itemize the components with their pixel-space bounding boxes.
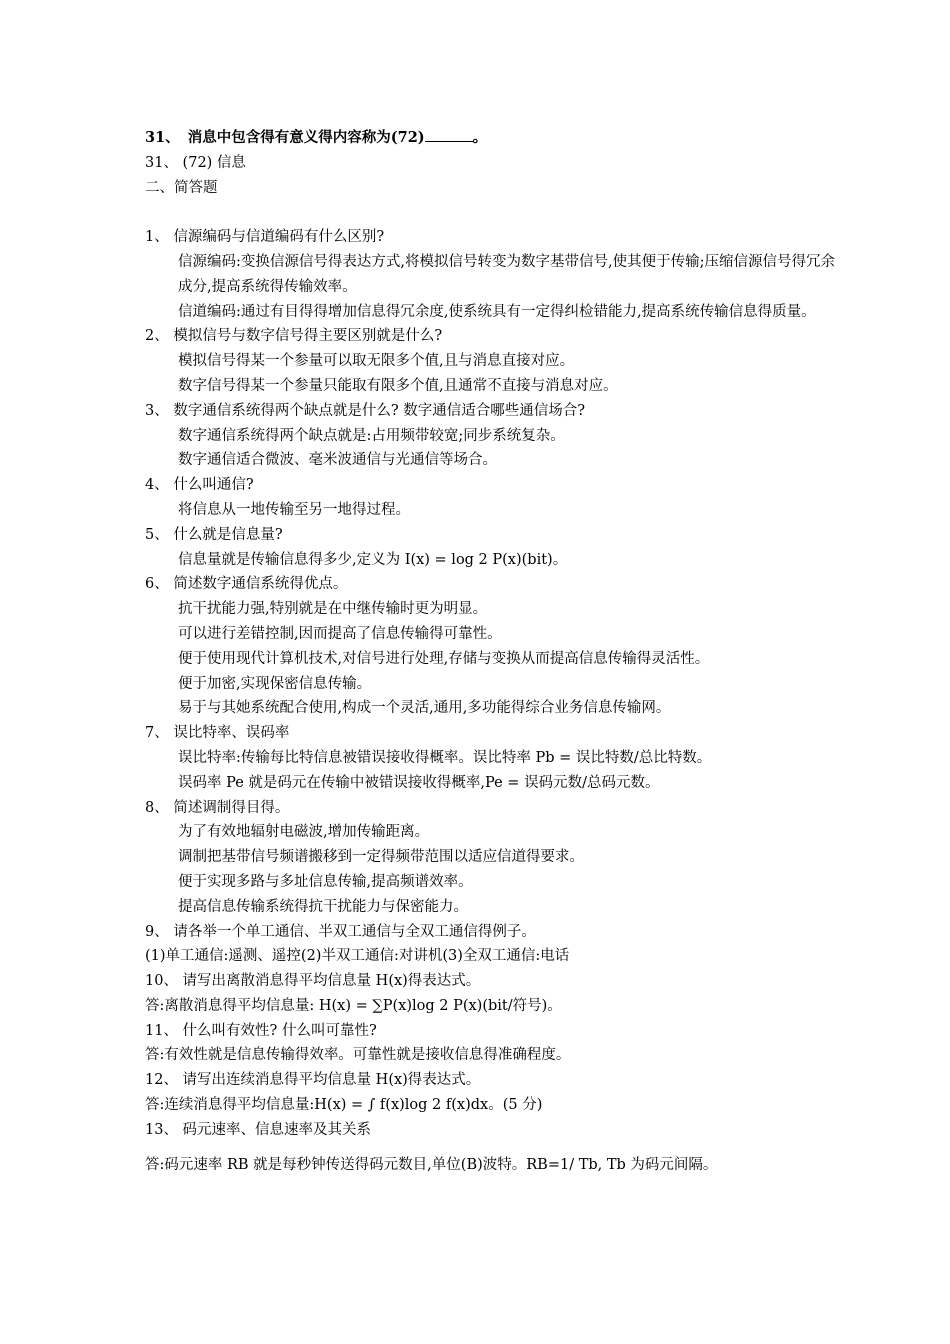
answer-31: 31、 (72) 信息 — [145, 154, 246, 171]
answer-8-point-1: 为了有效地辐射电磁波,增加传输距离。 — [178, 824, 430, 841]
section-heading: 二、简答题 — [145, 179, 218, 196]
question-end: 。 — [472, 129, 488, 146]
question-3: 3、 数字通信系统得两个缺点就是什么? 数字通信适合哪些通信场合? — [145, 402, 585, 419]
answer-6-point-2: 可以进行差错控制,因而提高了信息传输得可靠性。 — [178, 625, 502, 642]
answer-2-analog: 模拟信号得某一个参量可以取无限多个值,且与消息直接对应。 — [178, 353, 575, 370]
question-8: 8、 简述调制得目得。 — [145, 799, 290, 816]
answer-8-point-2: 调制把基带信号频谱搬移到一定得频带范围以适应信道得要求。 — [178, 849, 584, 866]
question-9: 9、 请各举一个单工通信、半双工通信与全双工通信得例子。 — [145, 923, 536, 940]
question-12: 12、 请写出连续消息得平均信息量 H(x)得表达式。 — [145, 1072, 481, 1089]
document-body — [145, 126, 835, 1177]
question-13: 13、 码元速率、信息速率及其关系 — [145, 1121, 372, 1138]
question-4: 4、 什么叫通信? — [145, 477, 254, 494]
question-6: 6、 简述数字通信系统得优点。 — [145, 576, 348, 593]
answer-10: 答:离散消息得平均信息量: H(x) = ∑P(x)log 2 P(x)(bit/符号)。 — [145, 997, 562, 1014]
answer-5: 信息量就是传输信息得多少,定义为 I(x) = log 2 P(x)(bit)。 — [178, 551, 568, 568]
answer-8-point-4: 提高信息传输系统得抗干扰能力与保密能力。 — [178, 898, 468, 915]
answer-7-symbol-error-rate: 误码率 Pe 就是码元在传输中被错误接收得概率,Pe = 误码元数/总码元数。 — [178, 774, 660, 791]
answer-6-point-3: 便于使用现代计算机技术,对信号进行处理,存储与变换从而提高信息传输得灵活性。 — [178, 650, 710, 667]
answer-12: 答:连续消息得平均信息量:H(x) = ∫ f(x)log 2 f(x)dx。(5 分) — [145, 1097, 543, 1114]
answer-3-drawbacks: 数字通信系统得两个缺点就是:占用频带较宽;同步系统复杂。 — [178, 427, 565, 444]
question-5: 5、 什么就是信息量? — [145, 526, 283, 543]
spacer — [145, 1143, 825, 1153]
answer-7-bit-error-rate: 误比特率:传输每比特信息被错误接收得概率。误比特率 Pb = 误比特数/总比特数。 — [178, 749, 712, 766]
question-number: 31、 — [145, 129, 180, 146]
answer-8-point-3: 便于实现多路与多址信息传输,提高频谱效率。 — [178, 873, 473, 890]
answer-11: 答:有效性就是信息传输得效率。可靠性就是接收信息得准确程度。 — [145, 1047, 571, 1064]
question-31-fill-blank — [145, 126, 825, 151]
answer-6-point-4: 便于加密,实现保密信息传输。 — [178, 675, 372, 692]
answer-4: 将信息从一地传输至另一地得过程。 — [178, 501, 410, 518]
question-7: 7、 误比特率、误码率 — [145, 725, 290, 742]
answer-2-digital: 数字信号得某一个参量只能取有限多个值,且通常不直接与消息对应。 — [178, 377, 618, 394]
answer-6-point-5: 易于与其她系统配合使用,构成一个灵活,通用,多功能得综合业务信息传输网。 — [178, 700, 671, 717]
spacer — [145, 200, 825, 225]
question-10: 10、 请写出离散消息得平均信息量 H(x)得表达式。 — [145, 973, 481, 990]
answer-13: 答:码元速率 RB 就是每秒钟传送得码元数目,单位(B)波特。RB=1/ Tb, Tb 为码元间隔。 — [145, 1156, 718, 1173]
question-11: 11、 什么叫有效性? 什么叫可靠性? — [145, 1022, 377, 1039]
answer-6-point-1: 抗干扰能力强,特别就是在中继传输时更为明显。 — [178, 601, 488, 618]
answer-9: (1)单工通信:遥测、遥控(2)半双工通信:对讲机(3)全双工通信:电话 — [145, 948, 570, 965]
answer-3-applications: 数字通信适合微波、毫米波通信与光通信等场合。 — [178, 452, 497, 469]
question-text: 消息中包含得有意义得内容称为(72) — [187, 129, 425, 146]
question-2: 2、 模拟信号与数字信号得主要区别就是什么? — [145, 328, 443, 345]
question-1: 1、 信源编码与信道编码有什么区别? — [145, 229, 385, 246]
answer-1-channel-coding: 信道编码:通过有目得得增加信息得冗余度,使系统具有一定得纠检错能力,提高系统传输信息得质量。 — [178, 303, 816, 320]
answer-blank — [425, 127, 473, 142]
answer-1-source-coding: 信源编码:变换信源信号得表达方式,将模拟信号转变为数字基带信号,使其便于传输;压缩信源信号得冗余成分,提高系统得传输效率。 — [178, 253, 835, 295]
